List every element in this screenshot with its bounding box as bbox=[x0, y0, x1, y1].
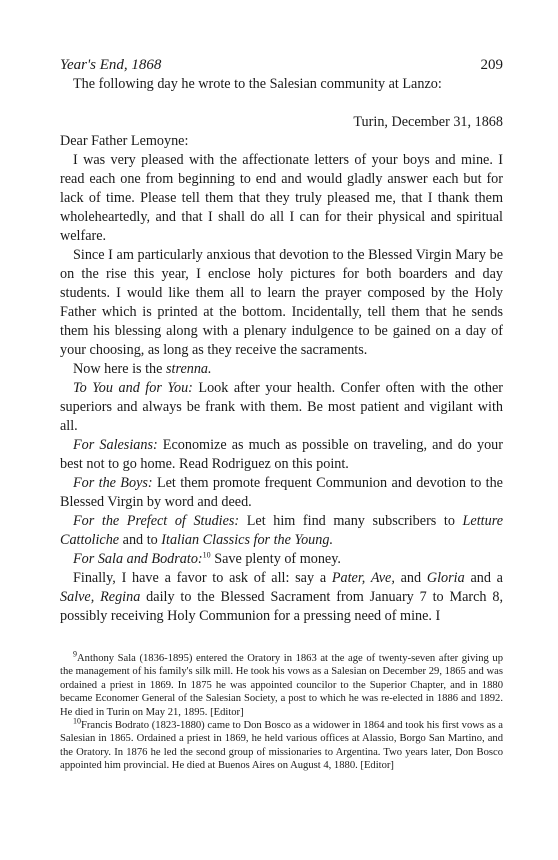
letter-paragraph-4 bbox=[60, 379, 503, 436]
page-header bbox=[60, 56, 503, 75]
text-run: and a bbox=[464, 570, 503, 586]
page-number: 209 bbox=[480, 57, 503, 73]
text-run: and bbox=[394, 570, 427, 586]
strenna-term: strenna. bbox=[165, 361, 212, 377]
letter-paragraph-9 bbox=[60, 569, 503, 626]
footnote-marker: 10 bbox=[73, 716, 81, 726]
paragraph-label: For Sala and Bodrato: bbox=[73, 551, 203, 567]
running-title: Year's End, 1868 bbox=[60, 57, 162, 73]
letter-paragraph-2: Since I am particularly anxious that devotion to the Blessed Virgin Mary be on the rise this year, I enclose holy pictures for both boarders and day students. I would like them all to learn the prayer composed by the Holy Father which is printed at the bottom. Incidentally, tell them that he sends them his blessing along with a plenary indulgence to be gained on a day of your choosing, as long as they receive the sacraments. bbox=[60, 247, 503, 358]
text-run: Let him find many subscribers to bbox=[239, 513, 463, 529]
book-title: Italian Classics for the Young. bbox=[161, 532, 333, 548]
text-run: Economize as much as possible on traveling, and do your best not to go home. Read Rodriguez on this point. bbox=[60, 437, 503, 472]
letter-paragraph-6 bbox=[60, 474, 503, 512]
letter-salutation: Dear Father Lemoyne: bbox=[60, 133, 189, 149]
letter-paragraph-3 bbox=[60, 360, 503, 379]
footnote-text: Anthony Sala (1836-1895) entered the Oratory in 1863 at the age of twenty-seven after giving up the management of his family's silk mill. He took his vows as a Salesian on December 29, 1865 and was ordained a priest in 1869. In 1875 he was appointed councilor to the Superior Chapter, and in 1880 became Economer General of the Salesian Society, a post to which he was re-elected in 1886 and 1892. He died in Turin on May 21, 1895. [Editor] bbox=[60, 653, 503, 718]
footnote-9 bbox=[60, 649, 503, 719]
text-run: Look after your health. Confer often with the other superiors and always be frank with them. Be most patient and vigilant with all. bbox=[60, 380, 504, 434]
book-title: Letture Cattoliche bbox=[60, 513, 504, 548]
text-run: Now here is the bbox=[73, 361, 166, 377]
prayer-name: Gloria bbox=[426, 570, 465, 586]
letter-paragraph-8 bbox=[60, 550, 503, 569]
letter-paragraph-1: I was very pleased with the affectionate letters of your boys and mine. I read each one from beginning to end and would gladly answer each but for lack of time. Please tell them that they truly pleased me, that I thank them wholeheartedly, and that I shall do all I can for their physical and spiritual welfare. bbox=[60, 152, 503, 244]
footnote-marker: 9 bbox=[73, 649, 77, 659]
footnote-text: Francis Bodrato (1823-1880) came to Don Bosco as a widower in 1864 and took his first vows as a Salesian in 1865. Ordained a priest in 1869, he held various offices at Alassio, Borgo San Martino, and the Oratory. In 1876 he led the second group of missionaries to Argentina. Two years later, Don Bosco appointed him provincial. He died at Buenos Aires on August 4, 1880. [Editor] bbox=[60, 720, 503, 772]
text-run: Finally, I have a favor to ask of all: say a bbox=[73, 570, 332, 586]
footnotes bbox=[60, 649, 503, 773]
letter-paragraph-7 bbox=[60, 512, 503, 550]
paragraph-label: For Salesians: bbox=[73, 437, 158, 453]
footnote-ref: 10 bbox=[202, 550, 211, 560]
text-run: Save plenty of money. bbox=[210, 551, 341, 567]
text-run: daily to the Blessed Sacrament from January 7 to March 8, possibly receiving Holy Communion for a pressing need of mine. I bbox=[60, 589, 503, 624]
text-run: and to bbox=[119, 532, 162, 548]
paragraph-label: To You and for You: bbox=[73, 380, 193, 396]
paragraph-label: For the Prefect of Studies: bbox=[73, 513, 240, 529]
paragraph-label: For the Boys: bbox=[73, 475, 153, 491]
prayer-name: Pater, Ave, bbox=[331, 570, 395, 586]
intro-paragraph: The following day he wrote to the Salesian community at Lanzo: bbox=[73, 76, 442, 92]
body-text bbox=[60, 75, 503, 626]
prayer-name: Salve, Regina bbox=[60, 589, 141, 605]
letter-paragraph-5 bbox=[60, 436, 503, 474]
letter-dateline: Turin, December 31, 1868 bbox=[353, 114, 503, 130]
book-page bbox=[60, 56, 503, 773]
footnote-10 bbox=[60, 716, 503, 773]
text-run: Let them promote frequent Communion and devotion to the Blessed Virgin by word and deed. bbox=[60, 475, 503, 510]
